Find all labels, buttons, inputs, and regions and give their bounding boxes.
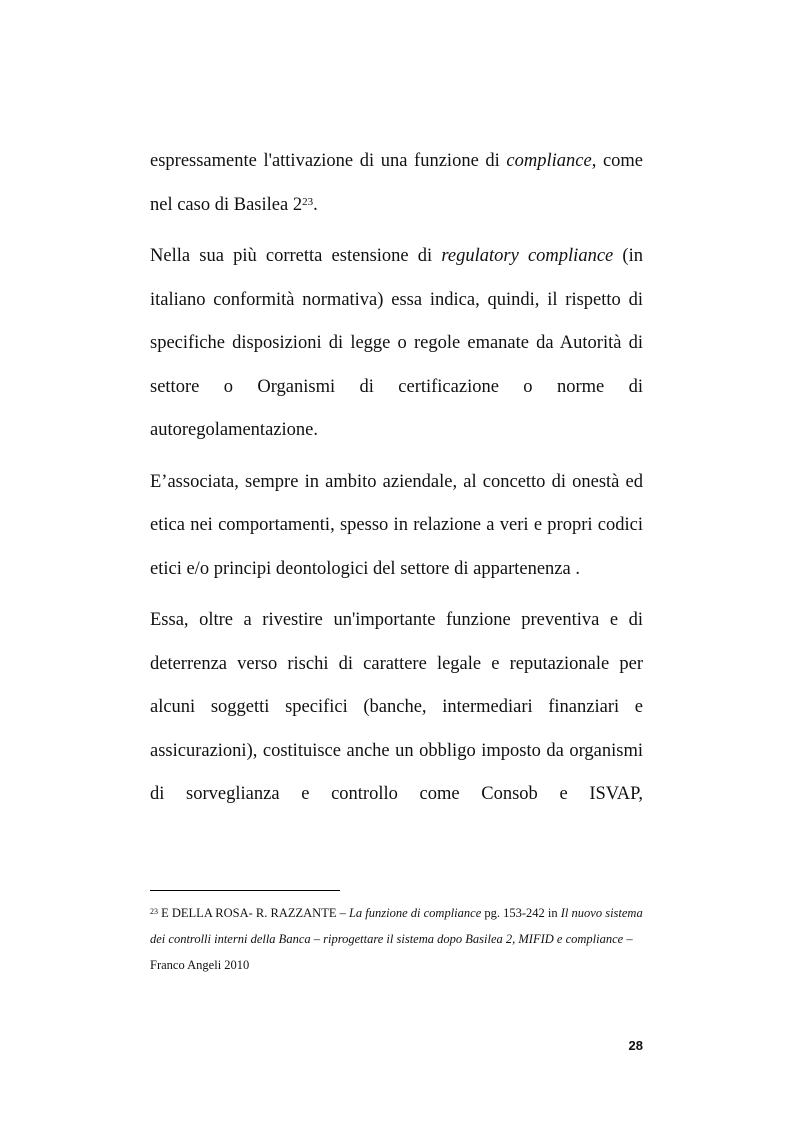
paragraph-regulatory-compliance xyxy=(150,235,643,453)
italic-term: compliance xyxy=(506,151,592,171)
footnote-pages: pg. 153-242 in xyxy=(481,906,561,920)
footnote-title: La funzione di compliance xyxy=(348,906,482,920)
paragraph-text: espressamente l'attivazione di una funzione di xyxy=(150,151,507,171)
footnote-separator xyxy=(150,890,340,891)
footnote-book-title: Il nuovo sistema dei controlli interni della Banca – riprogettare il sistema dopo Basilea 2, MIFID e compliance xyxy=(150,906,643,946)
paragraph-etica: E’associata, sempre in ambito aziendale, al concetto di onestà ed etica nei comportamenti, spesso in relazione a veri e propri codici etici e/o principi deontologici del settore di appartenenza . xyxy=(150,471,643,579)
paragraph-text: . xyxy=(313,194,318,215)
paragraph-text: , come nel caso di Basilea 2 xyxy=(150,151,644,215)
footnote-reference[interactable]: 23 xyxy=(302,195,314,208)
italic-term: regulatory compliance xyxy=(441,246,614,266)
footnote-number: 23 xyxy=(150,907,158,916)
paragraph-funzione-preventiva: Essa, oltre a rivestire un'importante funzione preventiva e di deterrenza verso rischi di carattere legale e reputazionale per alcuni soggetti specifici (banche, intermediari finanziari e assicurazioni), costituisce anche un obbligo imposto da organismi di sorveglianza e controllo come Consob e ISVAP, xyxy=(150,610,643,804)
footnote-authors: E DELLA ROSA- R. RAZZANTE – xyxy=(158,906,349,920)
body-text xyxy=(150,140,643,817)
footnote xyxy=(150,900,643,978)
page-number: 28 xyxy=(628,1038,643,1053)
paragraph-text: (in italiano conformità normativa) essa indica, quindi, il rispetto di specifiche disposizioni di legge o regole emanate da Autorità di settore o Organismi di certificazione o norme di autoregolamentazione. xyxy=(150,246,643,440)
footnote-publisher: – Franco Angeli 2010 xyxy=(150,932,633,972)
paragraph-basilea xyxy=(150,140,643,227)
paragraph-text: Nella sua più corretta estensione di xyxy=(150,246,442,266)
